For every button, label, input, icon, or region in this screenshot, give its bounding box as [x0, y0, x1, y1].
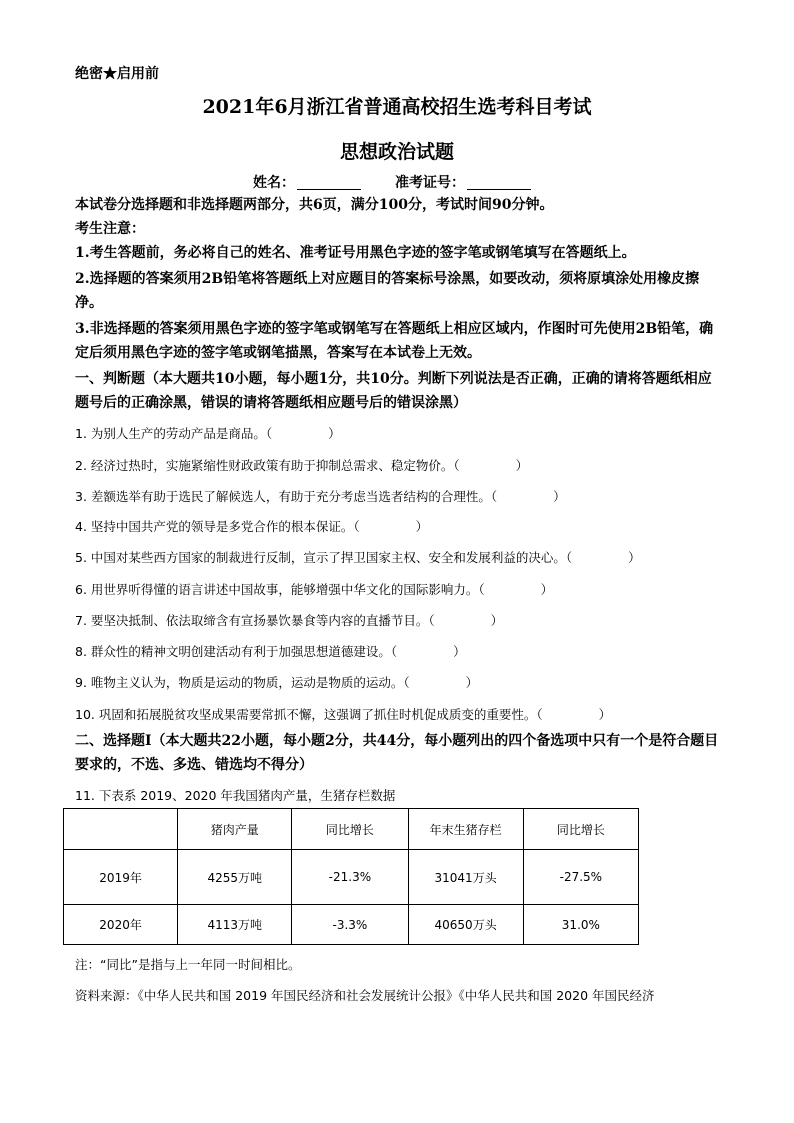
judgment-item: 10. 巩固和拓展脱贫攻坚成果需要常抓不懈，这强调了抓住时机促成质变的重要性。（ ） — [75, 707, 612, 722]
judgment-item: 5. 中国对某些西方国家的制裁进行反制，宣示了捍卫国家主权、安全和发展利益的决心。（ ） — [75, 550, 641, 565]
table-cell: 31.0% — [523, 905, 638, 945]
table-note: 注：“同比”是指与上一年同一时间相比。 — [75, 957, 301, 972]
question-11-stem: 11. 下表系 2019、2020 年我国猪肉产量，生猪存栏数据 — [75, 788, 396, 803]
section-2-title: 二、选择题Ⅰ（本大题共22小题，每小题2分，共44分，每小题列出的四个备选项中只有一个是符合题目要求的，不选、多选、错选均不得分） — [75, 733, 719, 773]
exam-number-label: 准考证号： — [395, 175, 465, 191]
table-row — [64, 905, 639, 945]
table-header-row — [64, 809, 639, 850]
table-header-cell: 同比增长 — [523, 809, 638, 850]
table-cell: 4113万吨 — [178, 905, 292, 945]
judgment-item: 3. 差额选举有助于选民了解候选人，有助于充分考虑当选者结构的合理性。（ ） — [75, 489, 566, 504]
table-cell: 31041万头 — [408, 850, 523, 905]
name-blank[interactable] — [297, 175, 361, 190]
table-header-cell: 猪肉产量 — [178, 809, 292, 850]
judgment-item: 9. 唯物主义认为，物质是运动的物质，运动是物质的运动。（ ） — [75, 675, 479, 690]
data-source: 资料来源：《中华人民共和国 2019 年国民经济和社会发展统计公报》《中华人民共和国 2020 年国民经济 — [75, 988, 655, 1003]
intro-text: 本试卷分选择题和非选择题两部分，共6页，满分100分，考试时间90分钟。 — [75, 197, 554, 213]
section-1-title: 一、判断题（本大题共10小题，每小题1分，共10分。判断下列说法是否正确，正确的请将答题纸相应题号后的正确涂黑，错误的请将答题纸相应题号后的错误涂黑） — [75, 371, 712, 411]
notice-item: 3.非选择题的答案须用黑色字迹的签字笔或钢笔写在答题纸上相应区域内，作图时可先使用2B铅笔，确定后须用黑色字迹的签字笔或钢笔描黑，答案写在本试卷上无效。 — [75, 321, 714, 361]
pork-data-table — [63, 808, 639, 945]
judgment-item: 4. 坚持中国共产党的领导是多党合作的根本保证。（ ） — [75, 519, 429, 534]
table-cell: 2019年 — [64, 850, 178, 905]
table-cell: 40650万头 — [408, 905, 523, 945]
table-header-cell: 同比增长 — [292, 809, 408, 850]
name-label: 姓名： — [253, 175, 295, 191]
judgment-item: 2. 经济过热时，实施紧缩性财政政策有助于抑制总需求、稳定物价。（ ） — [75, 458, 529, 473]
table-header-cell: 年末生猪存栏 — [408, 809, 523, 850]
judgment-item: 8. 群众性的精神文明创建活动有利于加强思想道德建设。（ ） — [75, 644, 466, 659]
notice-item: 1.考生答题前，务必将自己的姓名、准考证号用黑色字迹的签字笔或钢笔填写在答题纸上。 — [75, 245, 636, 261]
confidential-mark: 绝密★启用前 — [75, 66, 159, 82]
judgment-item: 7. 要坚决抵制、依法取缔含有宣扬暴饮暴食等内容的直播节目。（ ） — [75, 613, 504, 628]
notice-item: 2.选择题的答案须用2B铅笔将答题纸上对应题目的答案标号涂黑，如要改动，须将原填涂处用橡皮擦净。 — [75, 271, 700, 311]
table-cell: -27.5% — [523, 850, 638, 905]
table-cell: -21.3% — [292, 850, 408, 905]
table-row — [64, 850, 639, 905]
table-header-cell — [64, 809, 178, 850]
judgment-item: 6. 用世界听得懂的语言讲述中国故事，能够增强中华文化的国际影响力。（ ） — [75, 582, 554, 597]
table-cell: -3.3% — [292, 905, 408, 945]
notice-title: 考生注意： — [75, 221, 145, 237]
candidate-info-line — [253, 172, 537, 192]
judgment-item: 1. 为别人生产的劳动产品是商品。（ ） — [75, 426, 341, 441]
exam-title: 2021年6月浙江省普通高校招生选考科目考试 — [202, 96, 592, 118]
table-cell: 2020年 — [64, 905, 178, 945]
table-cell: 4255万吨 — [178, 850, 292, 905]
exam-subject-title: 思想政治试题 — [339, 141, 454, 163]
exam-number-blank[interactable] — [467, 175, 531, 190]
